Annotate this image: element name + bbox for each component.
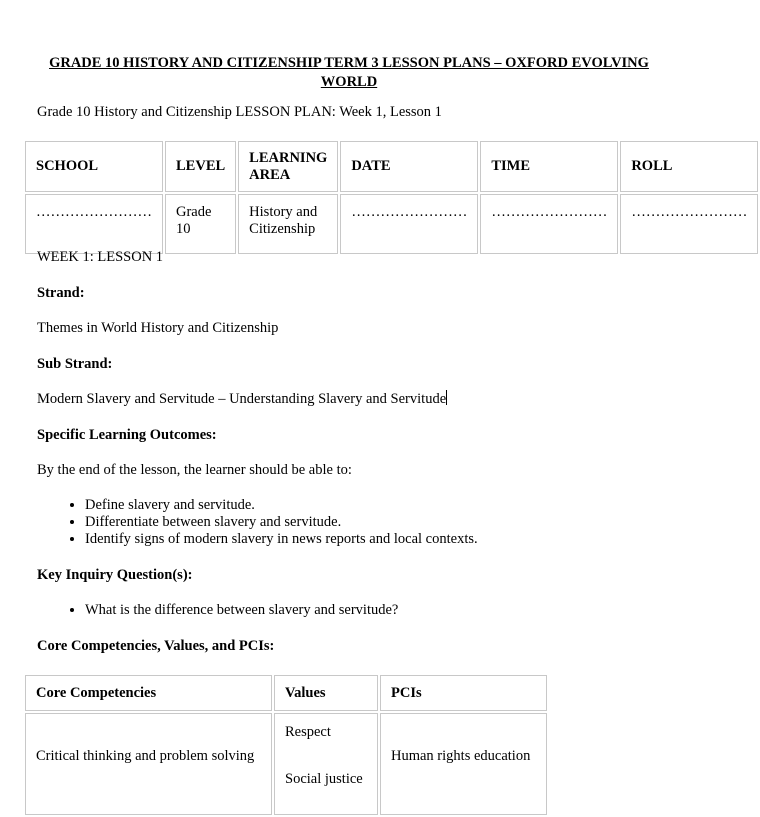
header-time: TIME [480,141,618,192]
competencies-header-row [25,675,547,711]
competencies-table [23,673,549,817]
sub-strand-heading: Sub Strand: [37,356,113,372]
header-learning-area: LEARNING AREA [238,141,338,192]
week-lesson-label: WEEK 1: LESSON 1 [37,249,164,265]
lesson-info-value-row [25,194,758,254]
lesson-info-header-row [25,141,758,192]
value-item: Respect [285,724,331,740]
questions-list [37,602,398,619]
competencies-value-row [25,713,547,815]
list-item: • What is the difference between slavery and servitude? [85,602,398,619]
header-pcis: PCIs [380,675,547,711]
slo-intro: By the end of the lesson, the learner should be able to: [37,462,352,478]
school-value: …………………… [25,194,163,254]
core-competency-value: Critical thinking and problem solving [25,713,272,815]
sub-strand-line[interactable] [37,390,447,408]
core-heading: Core Competencies, Values, and PCIs: [37,638,275,654]
level-value: Grade 10 [165,194,236,254]
header-roll: ROLL [620,141,758,192]
lesson-plan-subtitle: Grade 10 History and Citizenship LESSON PLAN: Week 1, Lesson 1 [37,104,442,120]
header-level: LEVEL [165,141,236,192]
pcis-value: Human rights education [380,713,547,815]
header-core-competencies: Core Competencies [25,675,272,711]
slo-heading: Specific Learning Outcomes: [37,427,217,443]
list-item: • Define slavery and servitude. [85,497,478,514]
time-value: …………………… [480,194,618,254]
list-item: • Differentiate between slavery and servitude. [85,514,478,531]
strand-heading: Strand: [37,285,85,301]
kiq-heading: Key Inquiry Question(s): [37,567,193,583]
list-item: • Identify signs of modern slavery in news reports and local contexts. [85,531,478,548]
outcomes-list [37,497,478,548]
text-cursor [446,390,447,405]
header-date: DATE [340,141,478,192]
value-item: Social justice [285,771,363,787]
values-cell [274,713,378,815]
lesson-info-table [23,139,760,256]
strand-text: Themes in World History and Citizenship [37,320,279,336]
roll-value: …………………… [620,194,758,254]
learning-area-value: History and Citizenship [238,194,338,254]
header-school: SCHOOL [25,141,163,192]
document-title: GRADE 10 HISTORY AND CITIZENSHIP TERM 3 LESSON PLANS – OXFORD EVOLVING WORLD [49,55,649,90]
date-value: …………………… [340,194,478,254]
sub-strand-text: Modern Slavery and Servitude – Understanding Slavery and Servitude [37,391,447,407]
header-values: Values [274,675,378,711]
